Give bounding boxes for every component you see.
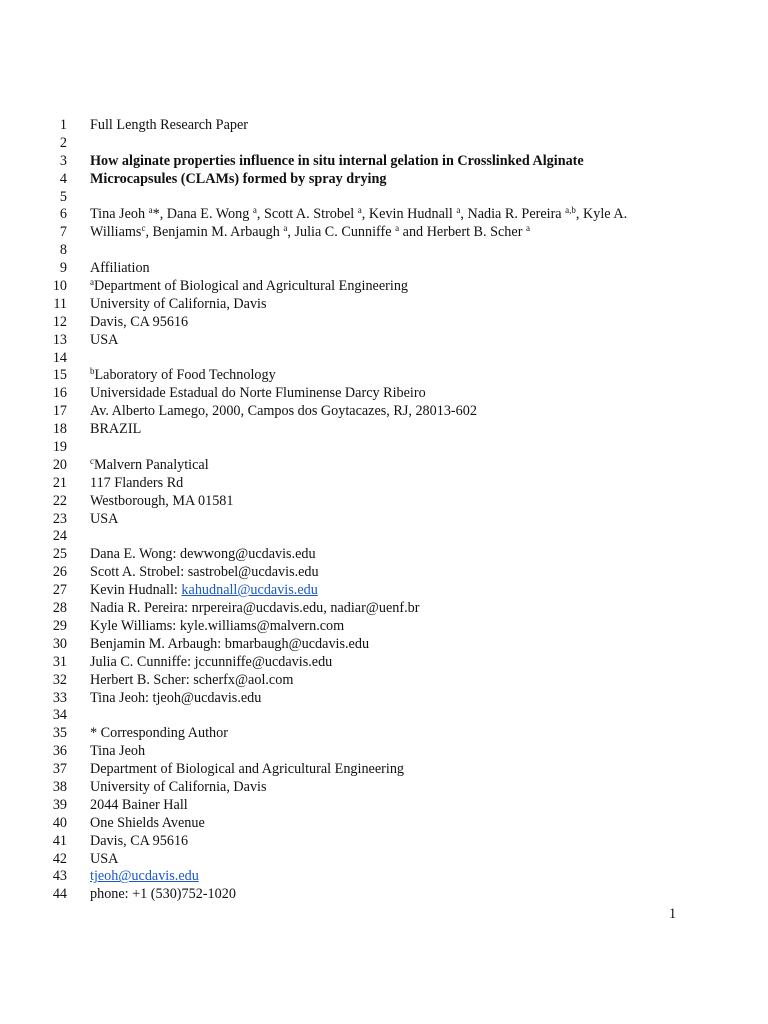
line bbox=[0, 851, 768, 869]
email-entry bbox=[90, 618, 344, 636]
email-address: nrpereira@ucdavis.edu, nadiar@uenf.br bbox=[191, 600, 420, 617]
author-affiliation-mark: a bbox=[525, 223, 530, 234]
author-separator: , bbox=[256, 206, 264, 223]
line bbox=[0, 403, 768, 421]
line-number: 12 bbox=[52, 313, 67, 330]
line-number: 16 bbox=[52, 385, 67, 402]
email-address: kyle.williams@malvern.com bbox=[179, 617, 345, 634]
email-address: scherfx@aol.com bbox=[193, 671, 294, 688]
line bbox=[0, 868, 768, 886]
line bbox=[0, 618, 768, 636]
line bbox=[0, 672, 768, 690]
author-name: Julia C. Cunniffe bbox=[294, 224, 396, 241]
line bbox=[0, 833, 768, 851]
affiliation-b-line: Universidade Estadual do Norte Fluminense Darcy Ribeiro bbox=[90, 385, 426, 402]
affiliation-text: Laboratory of Food Technology bbox=[94, 367, 276, 384]
line-number: 10 bbox=[52, 278, 67, 295]
page-number: 1 bbox=[669, 906, 677, 922]
line bbox=[0, 886, 768, 904]
line bbox=[0, 206, 768, 224]
line-number: 14 bbox=[52, 349, 67, 366]
affiliation-a-line: USA bbox=[90, 331, 119, 348]
line-number: 26 bbox=[52, 564, 67, 581]
author-name: Scott A. Strobel bbox=[263, 206, 358, 223]
corresponding-line: Tina Jeoh bbox=[90, 743, 146, 760]
author-name: Tina Jeoh bbox=[90, 206, 149, 223]
email-entry bbox=[90, 582, 318, 600]
author-affiliation-mark: a bbox=[148, 205, 153, 216]
corresponding-line: Davis, CA 95616 bbox=[90, 832, 189, 849]
line-number: 6 bbox=[59, 206, 67, 223]
email-label: Scott A. Strobel: bbox=[90, 564, 188, 581]
line-number: 9 bbox=[59, 260, 67, 277]
line bbox=[0, 242, 768, 260]
line-number: 40 bbox=[52, 814, 67, 831]
line-number: 5 bbox=[59, 188, 67, 205]
line bbox=[0, 582, 768, 600]
affiliation-mark: a bbox=[90, 277, 94, 288]
email-address: dewwong@ucdavis.edu bbox=[180, 546, 316, 563]
email-address: sastrobel@ucdavis.edu bbox=[187, 564, 319, 581]
paper-title-line-2: Microcapsules (CLAMs) formed by spray drying bbox=[90, 170, 387, 187]
email-entry bbox=[90, 564, 319, 582]
corresponding-phone: phone: +1 (530)752-1020 bbox=[90, 886, 236, 903]
line-number: 25 bbox=[52, 546, 67, 563]
line-number: 33 bbox=[52, 689, 67, 706]
line-number: 29 bbox=[52, 617, 67, 634]
affiliation-a-line: Davis, CA 95616 bbox=[90, 313, 189, 330]
author-list-line-2 bbox=[90, 224, 530, 242]
email-entry bbox=[90, 546, 316, 564]
paper-lines bbox=[0, 117, 768, 904]
line bbox=[0, 350, 768, 368]
line bbox=[0, 779, 768, 797]
line bbox=[0, 815, 768, 833]
affiliation-a-line: University of California, Davis bbox=[90, 295, 267, 312]
line-number: 34 bbox=[52, 707, 67, 724]
line bbox=[0, 511, 768, 529]
line-number: 17 bbox=[52, 403, 67, 420]
email-address: bmarbaugh@ucdavis.edu bbox=[224, 635, 370, 652]
line bbox=[0, 690, 768, 708]
line bbox=[0, 493, 768, 511]
line-number: 39 bbox=[52, 796, 67, 813]
line bbox=[0, 725, 768, 743]
line bbox=[0, 153, 768, 171]
line bbox=[0, 332, 768, 350]
line bbox=[0, 654, 768, 672]
line bbox=[0, 743, 768, 761]
line bbox=[0, 135, 768, 153]
line bbox=[0, 278, 768, 296]
author-separator: , bbox=[145, 224, 153, 241]
line bbox=[0, 189, 768, 207]
line bbox=[0, 457, 768, 475]
paper-title-line-1: How alginate properties influence in situ internal gelation in Crosslinked Alginate bbox=[90, 152, 584, 169]
author-separator: , bbox=[460, 206, 468, 223]
affiliation-b-line: BRAZIL bbox=[90, 421, 142, 438]
affiliation-text: Malvern Panalytical bbox=[94, 456, 209, 473]
line bbox=[0, 564, 768, 582]
email-entry bbox=[90, 600, 419, 618]
line-number: 11 bbox=[53, 295, 67, 312]
email-label: Tina Jeoh: bbox=[90, 689, 153, 706]
affiliation-text: Department of Biological and Agricultural Engineering bbox=[94, 278, 409, 295]
email-entry bbox=[90, 654, 332, 672]
email-label: Benjamin M. Arbaugh: bbox=[90, 635, 225, 652]
line-number: 43 bbox=[52, 868, 67, 885]
email-label: Herbert B. Scher: bbox=[90, 671, 194, 688]
email-entry bbox=[90, 636, 369, 654]
author-affiliation-mark: a bbox=[252, 205, 257, 216]
author-name: Benjamin M. Arbaugh bbox=[152, 224, 284, 241]
line-number: 37 bbox=[52, 761, 67, 778]
line-number: 22 bbox=[52, 492, 67, 509]
line-number: 7 bbox=[59, 224, 67, 241]
line-number: 28 bbox=[52, 600, 67, 617]
author-affiliation-mark: a,b bbox=[565, 205, 576, 216]
affiliation-c-line: 117 Flanders Rd bbox=[90, 474, 184, 491]
affiliation-b-line: Av. Alberto Lamego, 2000, Campos dos Goytacazes, RJ, 28013-602 bbox=[90, 403, 477, 420]
author-affiliation-mark: a bbox=[395, 223, 400, 234]
corresponding-line: USA bbox=[90, 850, 119, 867]
author-affiliation-mark: c bbox=[141, 223, 146, 234]
affiliation-a-line bbox=[90, 278, 408, 296]
corresponding-line: University of California, Davis bbox=[90, 778, 267, 795]
author-separator: , bbox=[287, 224, 295, 241]
line bbox=[0, 421, 768, 439]
line-number: 44 bbox=[52, 886, 67, 903]
email-label: Dana E. Wong: bbox=[90, 546, 181, 563]
author-name: Herbert B. Scher bbox=[426, 224, 526, 241]
line-number: 8 bbox=[59, 242, 67, 259]
affiliation-mark: c bbox=[90, 455, 94, 466]
email-entry bbox=[90, 690, 261, 708]
corresponding-line: One Shields Avenue bbox=[90, 814, 205, 831]
line-number: 35 bbox=[52, 725, 67, 742]
line bbox=[0, 171, 768, 189]
line-number: 1 bbox=[59, 117, 67, 133]
line-number: 21 bbox=[52, 474, 67, 491]
line-number: 42 bbox=[52, 850, 67, 867]
affiliation-c-line: USA bbox=[90, 510, 119, 527]
corresponding-heading: * Corresponding Author bbox=[90, 725, 228, 742]
affiliation-heading: Affiliation bbox=[90, 260, 150, 277]
line bbox=[0, 439, 768, 457]
line bbox=[0, 260, 768, 278]
line bbox=[0, 707, 768, 725]
author-affiliation-mark: a bbox=[357, 205, 362, 216]
line-number: 19 bbox=[52, 439, 67, 456]
line-number: 32 bbox=[52, 671, 67, 688]
line bbox=[0, 546, 768, 564]
email-link[interactable]: kahudnall@ucdavis.edu bbox=[181, 582, 318, 599]
line-number: 15 bbox=[52, 367, 67, 384]
author-name: Williams bbox=[90, 224, 142, 241]
author-affiliation-mark: a bbox=[283, 223, 288, 234]
line bbox=[0, 475, 768, 493]
email-label: Julia C. Cunniffe: bbox=[90, 653, 195, 670]
line bbox=[0, 117, 768, 135]
line-number: 3 bbox=[59, 152, 67, 169]
corresponding-email-link[interactable]: tjeoh@ucdavis.edu bbox=[90, 868, 199, 885]
line bbox=[0, 367, 768, 385]
corresponding-line: 2044 Bainer Hall bbox=[90, 796, 188, 813]
line-number: 38 bbox=[52, 778, 67, 795]
line-number: 13 bbox=[52, 331, 67, 348]
author-separator: , Kyle A. bbox=[575, 206, 628, 223]
line-number: 36 bbox=[52, 743, 67, 760]
email-label: Kyle Williams: bbox=[90, 617, 180, 634]
email-entry bbox=[90, 672, 293, 690]
author-separator: *, bbox=[152, 206, 167, 223]
line bbox=[0, 600, 768, 618]
line bbox=[0, 385, 768, 403]
author-name: Kevin Hudnall bbox=[368, 206, 457, 223]
line-number: 30 bbox=[52, 635, 67, 652]
corresponding-line: Department of Biological and Agricultural Engineering bbox=[90, 761, 405, 778]
line-number: 41 bbox=[52, 832, 67, 849]
affiliation-c-line bbox=[90, 457, 209, 475]
line-number: 27 bbox=[52, 582, 67, 599]
affiliation-c-line: Westborough, MA 01581 bbox=[90, 492, 234, 509]
line-number: 31 bbox=[52, 653, 67, 670]
email-label: Nadia R. Pereira: bbox=[90, 600, 192, 617]
line bbox=[0, 528, 768, 546]
author-affiliation-mark: a bbox=[456, 205, 461, 216]
line bbox=[0, 761, 768, 779]
email-address: tjeoh@ucdavis.edu bbox=[152, 689, 262, 706]
affiliation-b-line bbox=[90, 367, 276, 385]
line-number: 2 bbox=[59, 134, 67, 151]
line-number: 4 bbox=[59, 170, 67, 187]
line-number: 23 bbox=[52, 510, 67, 527]
author-list-line-1 bbox=[90, 206, 627, 224]
paper-type: Full Length Research Paper bbox=[90, 117, 248, 133]
author-name: Nadia R. Pereira bbox=[467, 206, 566, 223]
author-name: Dana E. Wong bbox=[166, 206, 253, 223]
line bbox=[0, 224, 768, 242]
author-separator: and bbox=[399, 224, 427, 241]
line bbox=[0, 636, 768, 654]
email-address: jccunniffe@ucdavis.edu bbox=[194, 653, 333, 670]
author-separator: , bbox=[361, 206, 369, 223]
email-label: Kevin Hudnall: bbox=[90, 582, 182, 599]
line bbox=[0, 296, 768, 314]
line bbox=[0, 797, 768, 815]
line-number: 18 bbox=[52, 421, 67, 438]
line-number: 24 bbox=[52, 528, 67, 545]
line-number: 20 bbox=[52, 456, 67, 473]
affiliation-mark: b bbox=[90, 366, 95, 377]
line bbox=[0, 314, 768, 332]
